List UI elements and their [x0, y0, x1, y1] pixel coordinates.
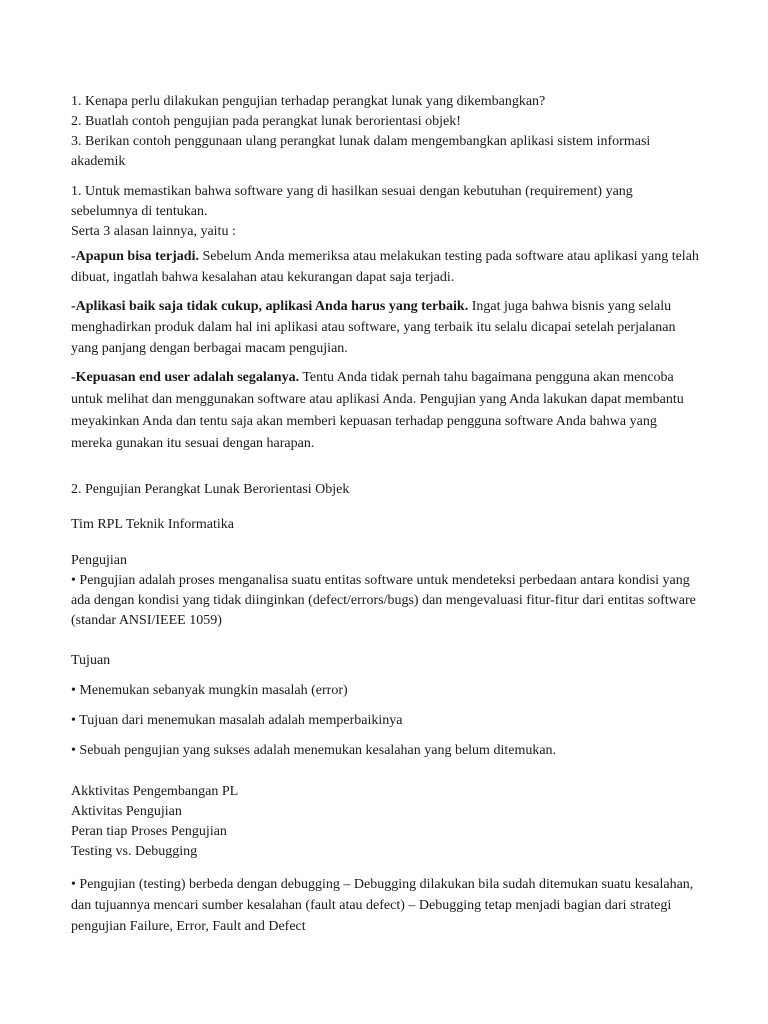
testing-vs-debugging-text: • Pengujian (testing) berbeda dengan debugging – Debugging dilakukan bila sudah ditemukan suatu kesalahan, dan tujuannya mencari sumber kesalahan (fault atau defect) – Debugging tetap menjadi bagian dari strategi pengujian Failure, Error, Fault and Defect [71, 877, 694, 934]
reason-3 [71, 367, 699, 455]
tujuan-item: • Tujuan dari menemukan masalah adalah memperbaikinya [71, 713, 403, 728]
reason-1-title: -Apapun bisa terjadi. [71, 249, 199, 264]
topic-item: Peran tiap Proses Pengujian [71, 824, 227, 839]
topic-list [71, 782, 699, 862]
topic-item: Aktivitas Pengujian [71, 804, 182, 819]
answer-1-intro [71, 182, 699, 242]
reason-1 [71, 246, 699, 288]
question-list [71, 92, 699, 172]
pengujian-section [71, 551, 699, 631]
pengujian-title: Pengujian [71, 553, 127, 568]
team-name: Tim RPL Teknik Informatika [71, 517, 235, 532]
reason-3-text: Tentu Anda tidak pernah tahu bagaimana pengguna akan mencoba untuk melihat dan menggunakan software atau aplikasi Anda. Pengujian yang Anda lakukan dapat membantu meyakinkan Anda dan tentu saja akan memberi kepuasan terhadap pengguna software Anda bahwa yang mereka gunakan itu sesuai dengan harapan. [71, 370, 684, 451]
reasons-lead: Serta 3 alasan lainnya, yaitu : [71, 224, 236, 239]
reason-2 [71, 296, 699, 359]
pengujian-body: • Pengujian adalah proses menganalisa suatu entitas software untuk mendeteksi perbedaan antara kondisi yang ada dengan kondisi yang tidak diinginkan (defect/errors/bugs) dan mengevaluasi fitur-fitur dari entitas software (standar ANSI/IEEE 1059) [71, 573, 696, 628]
reason-2-title: -Aplikasi baik saja tidak cukup, aplikasi Anda harus yang terbaik. [71, 299, 469, 314]
reason-1-text: Sebelum Anda memeriksa atau melakukan testing pada software atau aplikasi yang telah dibuat, ingatlah bahwa kesalahan atau kekurangan dapat saja terjadi. [71, 249, 699, 285]
tujuan-item: • Menemukan sebanyak mungkin masalah (error) [71, 683, 348, 698]
tujuan-title: Tujuan [71, 653, 111, 668]
topic-item: Akktivitas Pengembangan PL [71, 784, 239, 799]
question-2: 2. Buatlah contoh pengujian pada perangkat lunak berorientasi objek! [71, 114, 461, 129]
tujuan-item: • Sebuah pengujian yang sukses adalah menemukan kesalahan yang belum ditemukan. [71, 743, 557, 758]
reason-3-title: -Kepuasan end user adalah segalanya. [71, 370, 300, 385]
topic-item: Testing vs. Debugging [71, 844, 198, 859]
answer-2-heading: 2. Pengujian Perangkat Lunak Berorientasi Objek [71, 482, 350, 497]
reason-2-text: Ingat juga bahwa bisnis yang selalu menghadirkan produk dalam hal ini aplikasi atau software, yang terbaik itu selalu dicapai setelah perjalanan yang panjang dengan berbagai macam pengujian. [71, 299, 676, 356]
answer-1-statement: 1. Untuk memastikan bahwa software yang di hasilkan sesuai dengan kebutuhan (requirement) yang sebelumnya di tentukan. [71, 184, 633, 219]
question-3: 3. Berikan contoh penggunaan ulang perangkat lunak dalam mengembangkan aplikasi sistem informasi akademik [71, 134, 651, 169]
question-1: 1. Kenapa perlu dilakukan pengujian terhadap perangkat lunak yang dikembangkan? [71, 94, 546, 109]
